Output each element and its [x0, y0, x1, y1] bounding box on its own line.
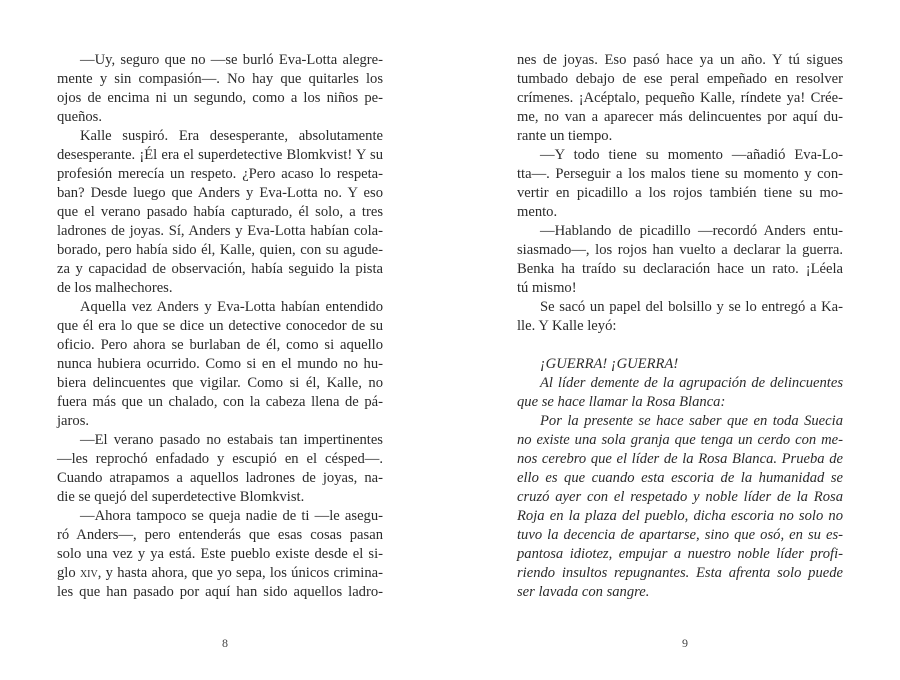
text-line: borado, pero había sido él, Kalle, quien, con su agude- [57, 242, 383, 258]
text-line: profesión merecía un respeto. ¿Pero acaso lo respeta- [57, 166, 383, 182]
text-line: de los malhechores. [57, 280, 173, 296]
text-line: nunca hubiera ocurrido. Como si en el mundo no hu- [57, 356, 383, 372]
text-line: que se hace llamar la Rosa Blanca: [517, 394, 726, 410]
text-line: —Hablando de picadillo —recordó Anders entu- [540, 223, 843, 239]
text-line: ello es que cuando esta escoria de la humanidad se [517, 470, 843, 486]
text-line: ojos de encima ni un segundo, como a los niños pe- [57, 90, 383, 106]
text-line: fuera más que un chalado, con la cabeza llena de pá- [57, 394, 383, 410]
text-line: rante un tiempo. [517, 128, 613, 144]
text-line: za y capacidad de observación, había seguido la pista [57, 261, 383, 277]
text-line: jaros. [57, 413, 90, 429]
text-line: que él era lo que se dice un detective conocedor de su [57, 318, 383, 334]
text-line: Se sacó un papel del bolsillo y se lo entregó a Ka- [540, 299, 843, 315]
page-number-left: 8 [222, 636, 228, 650]
text-line: lle. Y Kalle leyó: [517, 318, 617, 334]
text-line: Al líder demente de la agrupación de delincuentes [540, 375, 843, 391]
text-line: siasmado—, los rojos han vuelto a declarar la guerra. [517, 242, 843, 258]
text-line: Aquella vez Anders y Eva-Lotta habían entendido [80, 299, 383, 315]
text-line: mente y sin compasión—. No hay que quitarles los [57, 71, 383, 87]
text-line: —les reprochó enfadado y escupió en el césped—. [57, 451, 383, 467]
text-line: tta—. Perseguir a los malos tiene su momento y con- [517, 166, 843, 182]
text-line: —Y todo tiene su momento —añadió Eva-Lo- [540, 147, 843, 163]
text-line: vertir en picadillo a los rojos también tiene su mo- [517, 185, 843, 201]
text-line: —El verano pasado no estabais tan impertinentes [80, 432, 383, 448]
text-line: —Ahora tampoco se queja nadie de ti —le asegu- [80, 508, 383, 524]
text-line: desesperante. ¡Él era el superdetective Blomkvist! Y su [57, 147, 383, 163]
text-line: no existe una sola granja que tenga un cerdo con me- [517, 432, 843, 448]
text-line: crímenes. ¡Acéptalo, pequeño Kalle, ríndete ya! Crée- [517, 90, 843, 106]
text-line: ¡GUERRA! ¡GUERRA! [540, 356, 679, 372]
text-line: riendo insultos repugnantes. Esta afrenta solo puede [517, 565, 843, 581]
text-line: —Uy, seguro que no —se burló Eva-Lotta alegre- [80, 52, 383, 68]
text-line: Benka ha traído su declaración hace un rato. ¡Léela [517, 261, 843, 277]
text-line: que el verano pasado había capturado, él solo, a tres [57, 204, 383, 220]
text-line: Cuando atrapamos a aquellos ladrones de joyas, na- [57, 470, 383, 486]
text-line: oficio. Pero ahora se burlaban de él, como si aquello [57, 337, 383, 353]
text-line: tumbado debajo de ese peral empeñado en resolver [517, 71, 843, 87]
text-line: tú mismo! [517, 280, 577, 296]
right-page [450, 0, 900, 680]
text-line: Por la presente se hace saber que en toda Suecia [540, 413, 843, 429]
text-line [517, 336, 843, 355]
text-line: me, no van a aparecer más delincuentes por aquí du- [517, 109, 843, 125]
text-line: cruzó ayer con el respetado y noble líder de la Rosa [517, 489, 843, 505]
text-segment: glo [57, 565, 76, 581]
text-line: biera delincuentes que vigilar. Como si él, Kalle, no [57, 375, 383, 391]
text-line: Kalle suspiró. Era desesperante, absolutamente [80, 128, 383, 144]
text-line: tuvo la decencia de apartarse, sino que osó, en su es- [517, 527, 843, 543]
text-line: mento. [517, 204, 558, 220]
text-line: nes de joyas. Eso pasó hace ya un año. Y tú sigues [517, 52, 843, 68]
text-line [57, 564, 383, 583]
text-line: queños. [57, 109, 102, 125]
text-line: solo una vez y ya está. Este pueblo existe desde el si- [57, 546, 383, 562]
text-line: ladrones de joyas. Sí, Anders y Eva-Lotta habían cola- [57, 223, 383, 239]
text-line: nos cerebro que el líder de la Rosa Blanca. Prueba de [517, 451, 843, 467]
text-line: ban? Desde luego que Anders y Eva-Lotta no. Y eso [57, 185, 383, 201]
text-segment: , y hasta ahora, que yo sepa, los únicos crimina- [97, 565, 383, 581]
page-number-right: 9 [682, 636, 688, 650]
text-line: die se quejó del superdetective Blomkvist. [57, 489, 305, 505]
right-page-text [517, 51, 843, 602]
text-line: ser lavada con sangre. [517, 584, 650, 600]
left-page-text [57, 51, 383, 602]
text-line: les que han pasado por aquí han sido aquellos ladro- [57, 584, 383, 600]
text-line: pantosa idiotez, empujar a nuestro noble líder profi- [517, 546, 843, 562]
text-line: Roja en la plaza del pueblo, dicha escoria no solo no [517, 508, 843, 524]
roman-numeral: xiv [79, 565, 98, 581]
text-line: ró Anders—, pero entenderás que esas cosas pasan [57, 527, 383, 543]
